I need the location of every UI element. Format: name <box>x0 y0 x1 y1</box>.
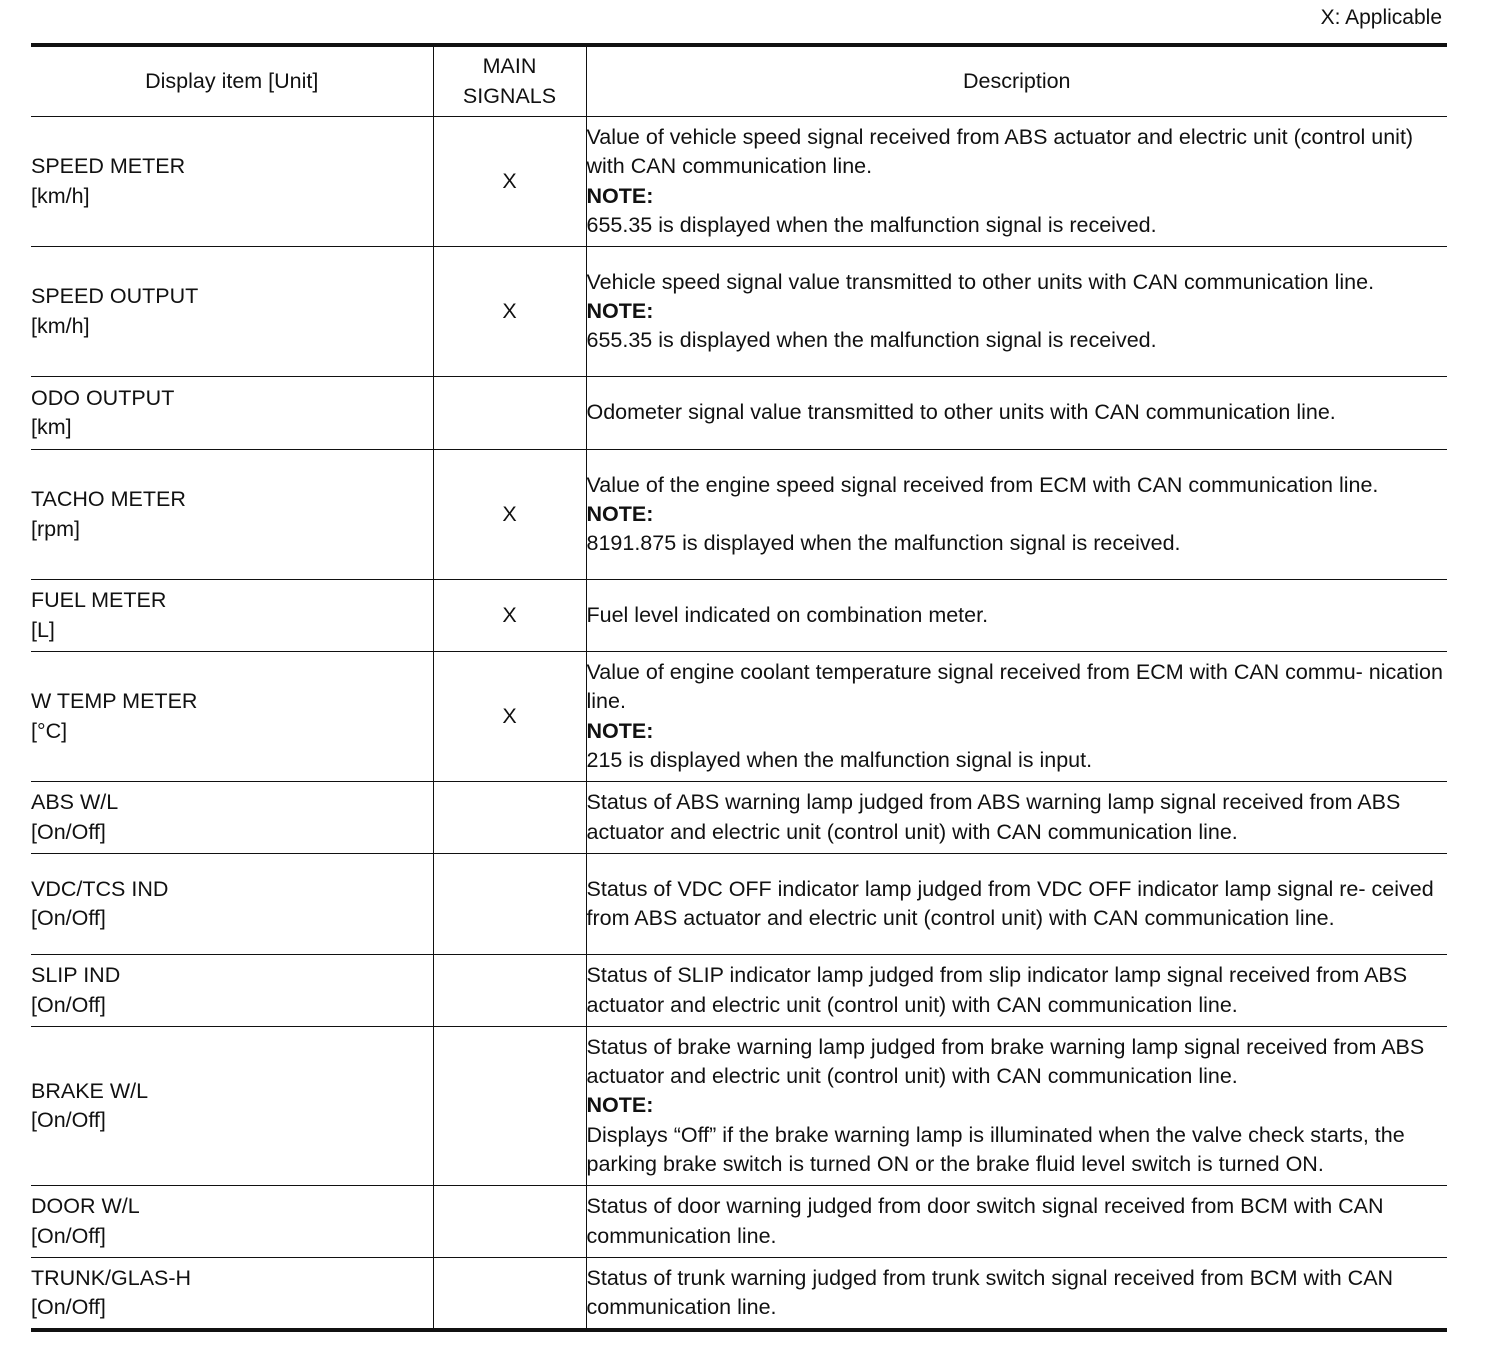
display-item-unit: [km/h] <box>31 313 90 338</box>
table-row <box>31 782 1447 854</box>
display-item-unit: [On/Off] <box>31 819 106 844</box>
description-cell <box>586 782 1447 854</box>
note-label: NOTE: <box>586 183 654 208</box>
display-item-unit: [On/Off] <box>31 1223 106 1248</box>
table-row <box>31 955 1447 1027</box>
display-item-name: FUEL METER <box>31 588 167 613</box>
main-signal-cell <box>433 1186 586 1258</box>
description-text: Status of brake warning lamp judged from brake warning lamp signal received from ABS actuator and electric unit (control unit) with CAN communication line. <box>586 1034 1425 1089</box>
display-item-unit: [On/Off] <box>31 1108 106 1132</box>
description-text: Status of ABS warning lamp judged from ABS warning lamp signal received from ABS actuator and electric unit (control unit) with CAN communication line. <box>586 790 1401 844</box>
main-signal-cell: X <box>433 580 586 652</box>
note-text: 655.35 is displayed when the malfunction signal is received. <box>586 328 1157 353</box>
note-text: 655.35 is displayed when the malfunction signal is received. <box>586 212 1157 237</box>
display-item-name: TRUNK/GLAS-H <box>31 1265 192 1290</box>
main-signal-cell: X <box>433 450 586 580</box>
display-item-cell <box>31 450 433 580</box>
display-item-unit: [On/Off] <box>31 906 106 930</box>
display-item-unit: [On/Off] <box>31 992 106 1017</box>
description-text: Value of vehicle speed signal received from ABS actuator and electric unit (control unit) with CAN communication line. <box>586 125 1414 179</box>
header-main-signals-line1: MAIN <box>482 54 537 79</box>
note-text: Displays “Off” if the brake warning lamp is illuminated when the valve check starts, the parking brake switch is turned ON or the brake fluid level switch is turned ON. <box>586 1122 1405 1176</box>
display-item-cell <box>31 1027 433 1186</box>
display-item-unit: [km/h] <box>31 183 90 208</box>
display-item-cell <box>31 854 433 955</box>
display-item-name: SPEED METER <box>31 154 186 179</box>
description-cell <box>586 450 1447 580</box>
display-item-name: ODO OUTPUT <box>31 385 175 410</box>
signal-table <box>31 43 1447 1332</box>
table-row <box>31 1258 1447 1330</box>
description-text: Value of the engine speed signal received from ECM with CAN communication line. <box>586 472 1379 497</box>
description-cell <box>586 1258 1447 1330</box>
description-cell <box>586 854 1447 955</box>
description-cell <box>586 580 1447 652</box>
display-item-name: W TEMP METER <box>31 689 198 714</box>
note-text: 215 is displayed when the malfunction signal is input. <box>586 747 1093 772</box>
display-item-cell <box>31 1186 433 1258</box>
note-label: NOTE: <box>586 1093 654 1118</box>
main-signal-cell: X <box>433 117 586 247</box>
note-label: NOTE: <box>586 501 654 526</box>
header-description: Description <box>586 45 1447 117</box>
display-item-unit: [On/Off] <box>31 1294 106 1319</box>
main-signal-cell <box>433 377 586 450</box>
display-item-cell <box>31 782 433 854</box>
table-row <box>31 1027 1447 1186</box>
display-item-name: SPEED OUTPUT <box>31 284 199 309</box>
table-row <box>31 117 1447 247</box>
main-signal-cell <box>433 854 586 955</box>
description-cell <box>586 652 1447 782</box>
description-cell <box>586 955 1447 1027</box>
description-text: Status of VDC OFF indicator lamp judged from VDC OFF indicator lamp signal re- ceived from ABS actuator and electric unit (control unit) with CAN communication line. <box>586 876 1434 930</box>
display-item-cell <box>31 652 433 782</box>
display-item-unit: [rpm] <box>31 516 80 541</box>
table-row <box>31 854 1447 955</box>
main-signal-cell <box>433 782 586 854</box>
table-row <box>31 652 1447 782</box>
header-row <box>31 45 1447 117</box>
description-text: Odometer signal value transmitted to other units with CAN communication line. <box>586 400 1336 425</box>
table-row <box>31 1186 1447 1258</box>
display-item-cell <box>31 377 433 450</box>
table-body <box>31 117 1447 1330</box>
note-label: NOTE: <box>586 298 654 323</box>
description-text: Status of trunk warning judged from trunk switch signal received from BCM with CAN communication line. <box>586 1265 1394 1319</box>
table-row <box>31 247 1447 377</box>
note-text: 8191.875 is displayed when the malfunction signal is received. <box>586 531 1181 556</box>
table-row <box>31 580 1447 652</box>
display-item-name: BRAKE W/L <box>31 1078 149 1103</box>
header-display-item: Display item [Unit] <box>31 45 433 117</box>
table-row <box>31 377 1447 450</box>
display-item-name: VDC/TCS IND <box>31 876 169 901</box>
table-row <box>31 450 1447 580</box>
display-item-cell <box>31 955 433 1027</box>
header-main-signals <box>433 45 586 117</box>
note-label: NOTE: <box>586 718 654 743</box>
main-signal-cell <box>433 1027 586 1186</box>
description-cell <box>586 377 1447 450</box>
display-item-unit: [°C] <box>31 718 68 743</box>
main-signal-cell <box>433 955 586 1027</box>
display-item-cell <box>31 117 433 247</box>
main-signal-cell <box>433 1258 586 1330</box>
description-cell <box>586 117 1447 247</box>
main-signal-cell: X <box>433 652 586 782</box>
description-text: Status of door warning judged from door switch signal received from BCM with CAN communication line. <box>586 1194 1384 1248</box>
legend-applicable: X: Applicable <box>1320 6 1442 29</box>
description-text: Vehicle speed signal value transmitted to other units with CAN communication line. <box>586 269 1375 294</box>
display-item-name: SLIP IND <box>31 963 121 988</box>
description-cell <box>586 247 1447 377</box>
main-signal-cell: X <box>433 247 586 377</box>
display-item-name: DOOR W/L <box>31 1194 140 1219</box>
description-text: Status of SLIP indicator lamp judged from slip indicator lamp signal received from ABS actuator and electric unit (control unit) with CAN communication line. <box>586 963 1408 1017</box>
header-main-signals-line2: SIGNALS <box>462 83 557 108</box>
display-item-name: TACHO METER <box>31 487 186 512</box>
display-item-unit: [L] <box>31 617 55 642</box>
display-item-name: ABS W/L <box>31 790 119 815</box>
description-text: Fuel level indicated on combination meter. <box>586 602 989 627</box>
description-cell <box>586 1186 1447 1258</box>
display-item-cell <box>31 580 433 652</box>
description-text: Value of engine coolant temperature signal received from ECM with CAN commu- nication line. <box>586 660 1443 714</box>
display-item-cell <box>31 1258 433 1330</box>
description-cell <box>586 1027 1447 1186</box>
display-item-unit: [km] <box>31 415 72 439</box>
display-item-cell <box>31 247 433 377</box>
